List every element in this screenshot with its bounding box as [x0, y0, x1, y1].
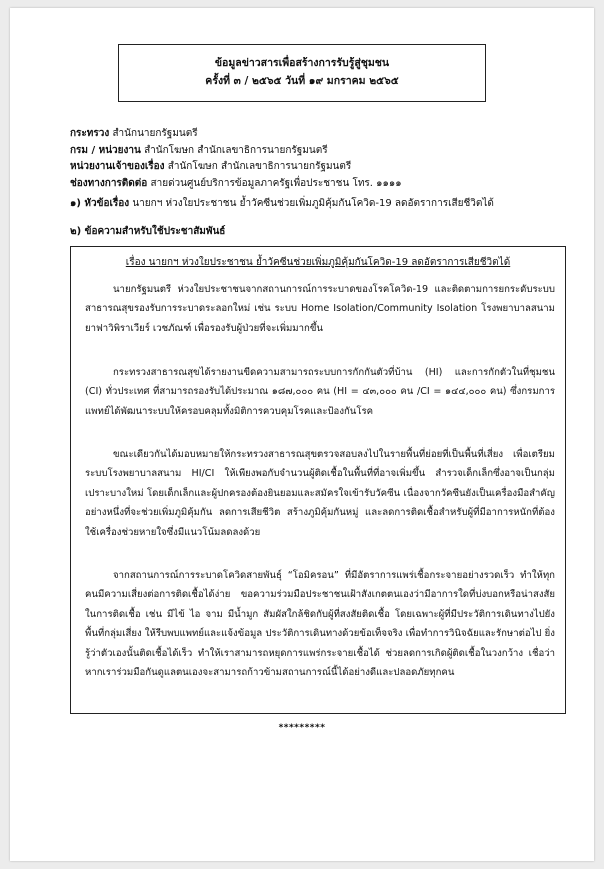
header-box — [118, 44, 486, 102]
paragraph-3: ขณะเดียวกันได้มอบหมายให้กระทรวงสาธารณสุขตรวจสอบลงไปในรายพื้นที่ย่อยที่เป็นพื้นที่เสี่ยง เพื่อเตรียมระบบโรงพยาบาลสนาม HI/CI ให้เพียงพอกับจำนวนผู้ติดเชื้อในพื้นที่ที่อาจเพิ่มขึ้น สำรวจเด็กเล็กซึ่งอาจเป็นกลุ่มเปราะบางใหม่ โดยเด็กเล็กและผู้ปกครองต้องยินยอมและสมัครใจเข้ารับวัคซีน เนื่องจากวัคซีนยังเป็นเครื่องมือสำคัญอย่างหนึ่งที่จะช่วยเพิ่มภูมิคุ้มกัน ลดการเสียชีวิต สร้างภูมิคุ้มกันหมู่ และลดการติดเชื้อสำหรับผู้ที่มีอาการหนักที่ต้องใช้เครื่องช่วยหายใจซึ่งมีแนวโน้มลดลงด้วย — [85, 449, 555, 538]
header-issue: ครั้งที่ ๓ / ๒๕๖๕ วันที่ ๑๙ มกราคม ๒๕๖๕ — [205, 75, 399, 87]
content-box — [70, 246, 566, 714]
meta-dept — [70, 143, 570, 160]
content-title: เรื่อง นายกฯ ห่วงใยประชาชน ย้ำวัคซีนช่วยเพิ่มภูมิคุ้มกันโควิด-19 ลดอัตราการเสียชีวิตได้ — [125, 257, 511, 268]
section-pr-message — [70, 224, 225, 239]
header-title: ข้อมูลข่าวสารเพื่อสร้างการรับรู้สู่ชุมชน — [214, 57, 390, 69]
end-marker: ********* — [278, 723, 326, 733]
document-page — [10, 8, 594, 861]
meta-ministry-label: กระทรวง — [70, 128, 110, 139]
meta-dept-label: กรม / หน่วยงาน — [70, 144, 141, 156]
meta-owner-value: สำนักโฆษก สำนักเลขาธิการนายกรัฐมนตรี — [167, 161, 352, 172]
meta-ministry — [70, 126, 570, 143]
meta-owner-label: หน่วยงานเจ้าของเรื่อง — [70, 161, 165, 172]
section-topic-value: นายกฯ ห่วงใยประชาชน ย้ำวัคซีนช่วยเพิ่มภูมิคุ้มกันโควิด-19 ลดอัตราการเสียชีวิตได้ — [132, 198, 494, 209]
paragraph-2: กระทรวงสาธารณสุขได้รายงานขีดความสามารถระบบการกักกันตัวที่บ้าน (HI) และการกักตัวในที่ชุมชน (CI) ทั่วประเทศ ที่สามารถรองรับได้ประมาณ ๑๘๗,๐๐๐ คน (HI = ๔๓,๐๐๐ คน /CI = ๑๔๔,๐๐๐ คน) ซึ่งกรมการแพทย์ได้พัฒนาระบบให้ครอบคลุมทั้งมิติการควบคุมโรคและป้องกันโรค — [85, 367, 555, 417]
meta-contact — [70, 176, 570, 193]
meta-ministry-value: สำนักนายกรัฐมนตรี — [112, 128, 198, 139]
meta-dept-value: สำนักโฆษก สำนักเลขาธิการนายกรัฐมนตรี — [144, 144, 328, 156]
section-topic-label: ๑) หัวข้อเรื่อง — [70, 198, 130, 209]
paragraph-1: นายกรัฐมนตรี ห่วงใยประชาชนจากสถานการณ์การระบาดของโรคโควิด-19 และติดตามการยกระดับระบบสาธารณสุขรองรับการระบาดระลอกใหม่ เช่น ระบบ Home Isolation/Community Isolation โรงพยาบาลสนาม ยาฟาวิพิราเวียร์ เวชภัณฑ์ เพื่อรองรับผู้ป่วยที่จะเพิ่มมากขึ้น — [85, 284, 555, 334]
section-topic — [70, 196, 494, 211]
section-pr-label: ๒) ข้อความสำหรับใช้ประชาสัมพันธ์ — [70, 226, 226, 237]
meta-block — [70, 126, 570, 192]
meta-owner — [70, 159, 570, 176]
meta-contact-label: ช่องทางการติดต่อ — [70, 177, 148, 189]
paragraph-4: จากสถานการณ์การระบาดโควิดสายพันธุ์ “โอมิครอน” ที่มีอัตราการแพร่เชื้อกระจายอย่างรวดเร็ว ทำให้ทุกคนมีความเสี่ยงต่อการติดเชื้อได้ง่าย ขอความร่วมมือประชาชนเฝ้าสังเกตตนเองว่ามีอาการใดที่บ่งบอกหรือน่าสงสัยในการติดเชื้อ เช่น มีไข้ ไอ จาม มีน้ำมูก สัมผัสใกล้ชิดกับผู้ที่สงสัยติดเชื้อ โดยเฉพาะผู้ที่มีประวัติการเดินทางไปยังพื้นที่กลุ่มเสี่ยง ให้รีบพบแพทย์และแจ้งข้อมูล ประวัติการเดินทางด้วยข้อเท็จจริง เพื่อทำการวินิจฉัยและรักษาต่อไป ยิ่งรู้ว่าตัวเองนั้นติดเชื้อได้เร็ว ทำให้เราสามารถหยุดการแพร่กระจายเชื้อได้ ช่วยลดการเกิดผู้ติดเชื้อในวงกว้าง เชื่อว่าหากเราร่วมมือกันดูแลตนเองจะสามารถก้าวข้ามสถานการณ์นี้ได้อย่างดีและปลอดภัยทุกคน — [85, 570, 555, 679]
meta-contact-value: สายด่วนศูนย์บริการข้อมูลภาครัฐเพื่อประชาชน โทร. ๑๑๑๑ — [150, 177, 402, 189]
